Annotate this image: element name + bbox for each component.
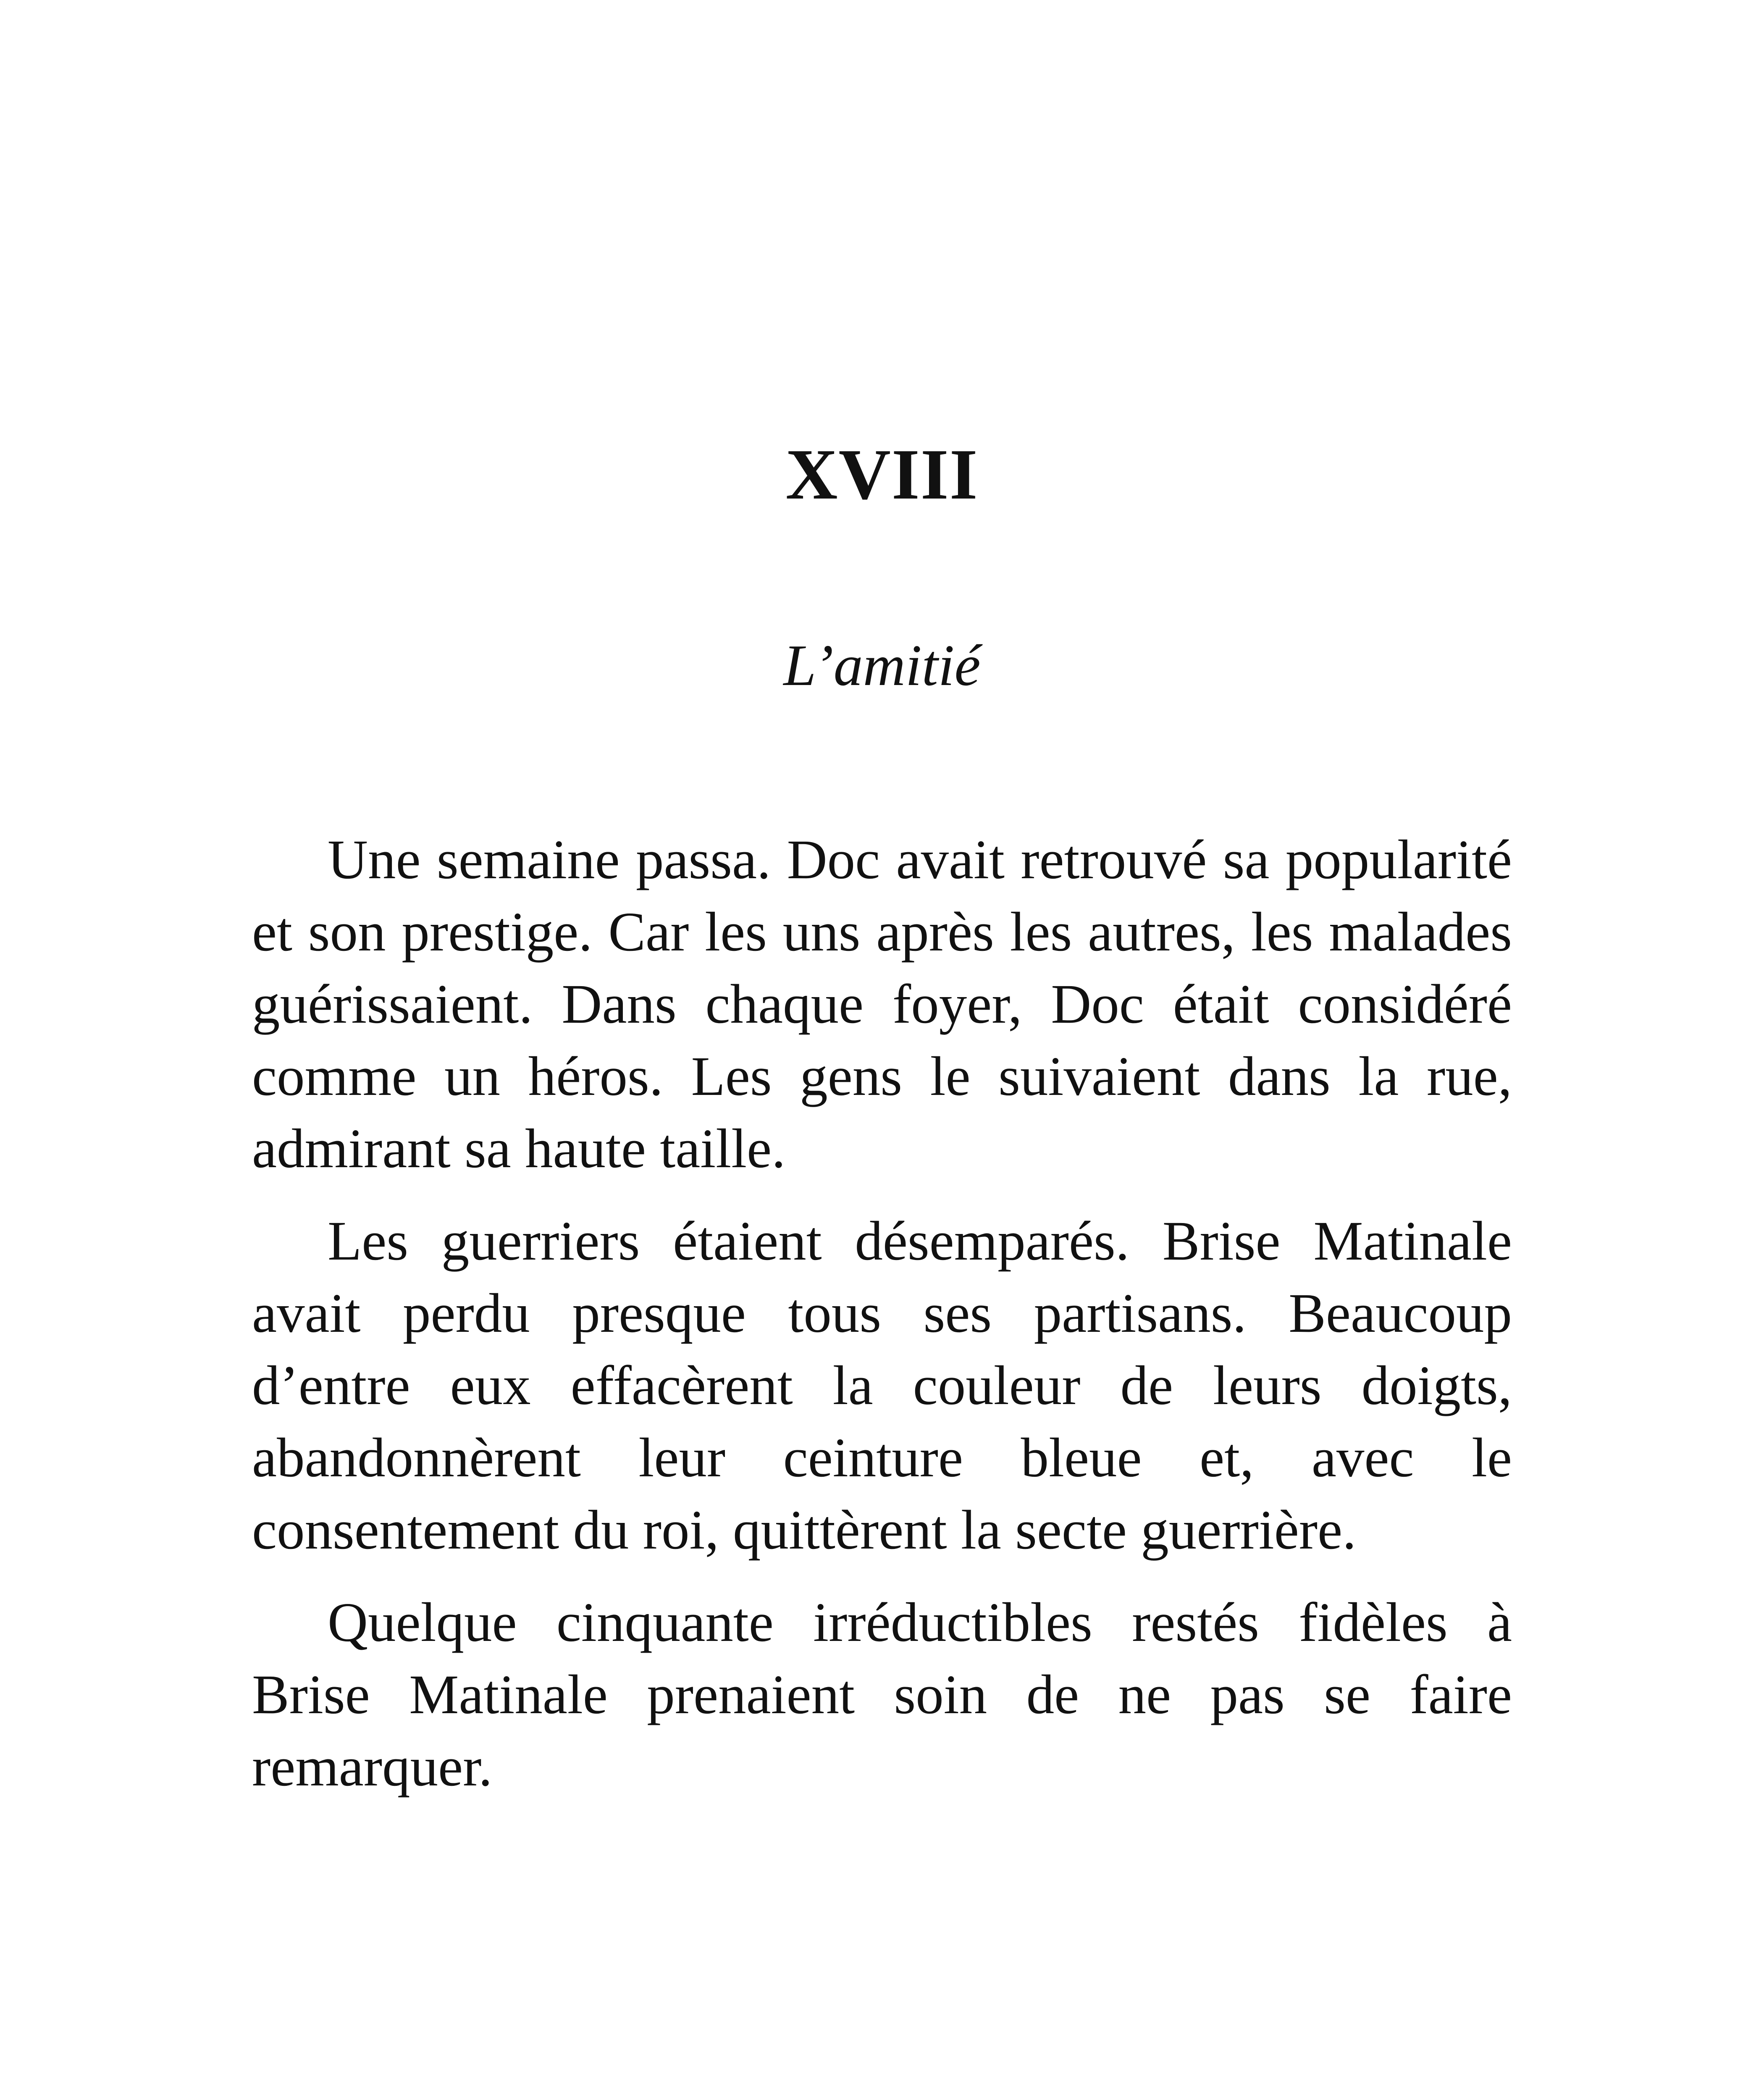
paragraph-3: Quelque cinquante irréductibles restés fidèles à Brise Matinale prenaient soin de ne pas se faire remarquer.	[252, 1591, 1512, 1798]
paragraph-1: Une semaine passa. Doc avait retrouvé sa popularité et son prestige. Car les uns après les autres, les malades guérissaient. Dans chaque foyer, Doc était considéré comme un héros. Les gens le suivaient dans la rue, admirant sa haute taille.	[252, 828, 1512, 1179]
body-text	[252, 823, 1512, 1823]
chapter-title: L’amitié	[783, 633, 981, 698]
paragraph-2: Les guerriers étaient désemparés. Brise Matinale avait perdu presque tous ses partisans. Beaucoup d’entre eux effacèrent la couleur de leurs doigts, abandonnèrent leur ceinture bleue et, avec le consentement du roi, quittèrent la secte guerrière.	[252, 1210, 1512, 1561]
chapter-number: XVIII	[785, 435, 979, 514]
